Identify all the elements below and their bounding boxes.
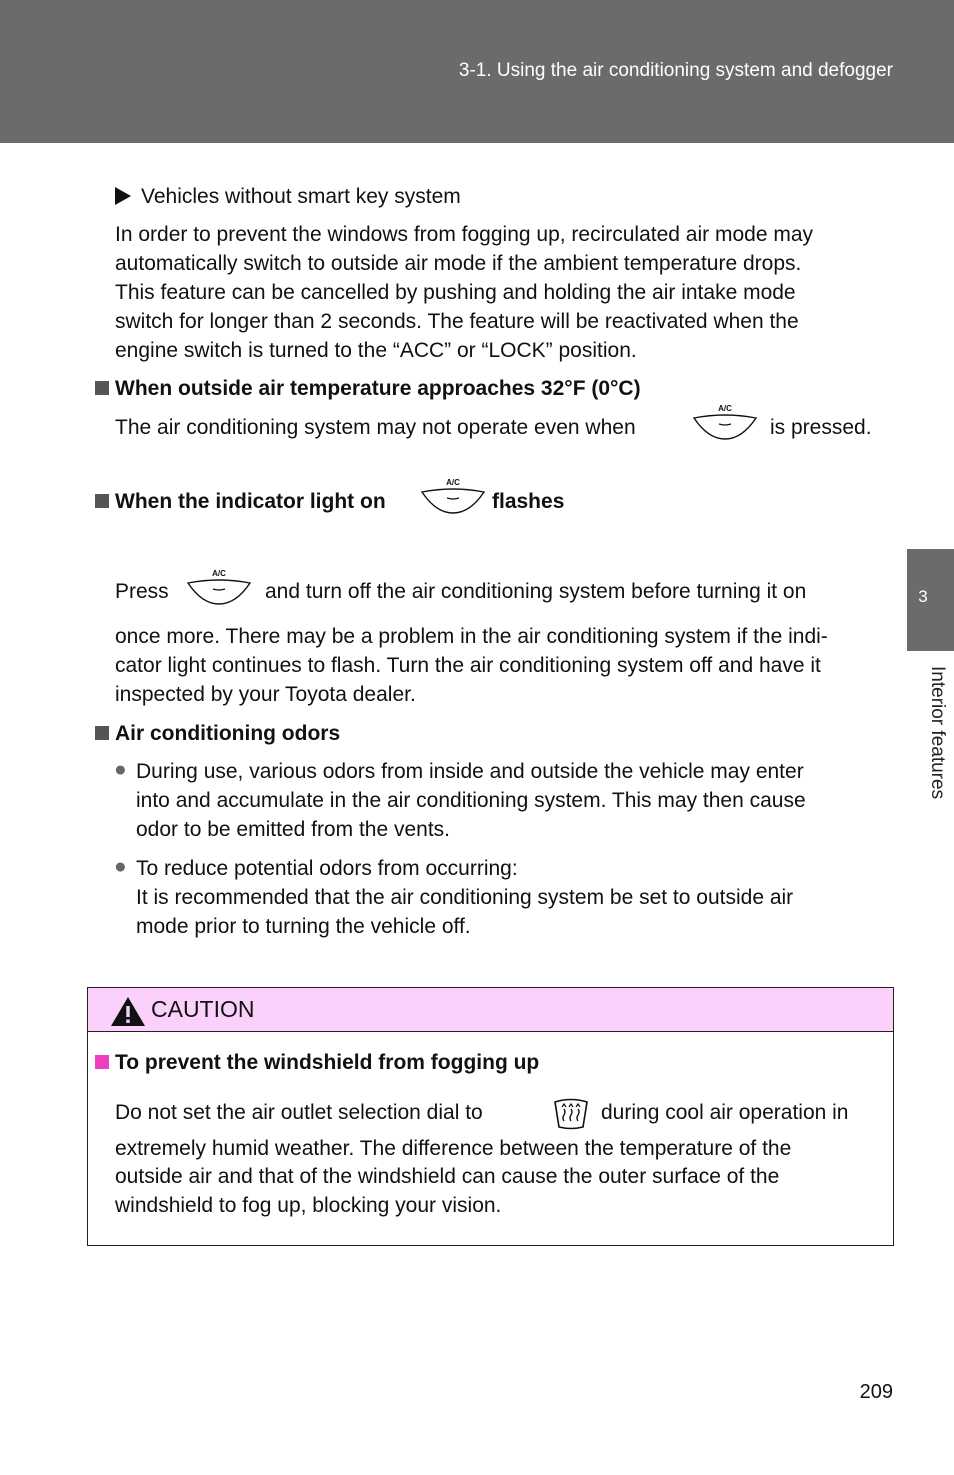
indicator-line: cator light continues to flash. Turn the air conditioning system off and have it [115,654,821,677]
indicator-heading-before: When the indicator light on [115,490,386,513]
caution-line: windshield to fog up, blocking your vision. [115,1194,502,1217]
caution-heading: To prevent the windshield from fogging up [115,1051,540,1074]
odor-bullet1-line: into and accumulate in the air conditioning system. This may then cause [136,789,806,812]
odor-bullet1-line: odor to be emitted from the vents. [136,818,450,841]
arrow-icon [115,187,131,205]
page-header [0,0,954,143]
heading-square-icon [95,494,109,508]
chapter-label: Interior features [927,666,948,800]
indicator-heading-after: flashes [492,490,565,513]
heading-square-icon [95,726,109,740]
odor-bullet2-line: mode prior to turning the vehicle off. [136,915,471,938]
smart-key-line: switch for longer than 2 seconds. The feature will be reactivated when the [115,310,799,333]
caution-line: outside air and that of the windshield can cause the outer surface of the [115,1165,780,1188]
section-title: 3-1. Using the air conditioning system and defogger [458,60,893,81]
warning-triangle-icon [109,995,147,1028]
temp-text-after: is pressed. [770,416,872,439]
smart-key-line: This feature can be cancelled by pushing and holding the air intake mode [115,281,796,304]
smart-key-heading: Vehicles without smart key system [141,185,461,208]
indicator-heading-before-row [95,487,386,516]
ac-label: A/C [718,404,732,413]
heading-square-icon [95,381,109,395]
ac-label: A/C [446,478,460,487]
smart-key-line: engine switch is turned to the “ACC” or “LOCK” position. [115,339,637,362]
indicator-line: once more. There may be a problem in the air conditioning system if the indi- [115,625,828,648]
temp-heading-row [95,374,641,403]
bullet-icon: ● [114,855,127,878]
ac-button-icon [186,568,252,612]
heading-square-icon [95,1055,109,1069]
ac-button-icon [420,477,486,521]
caution-line: extremely humid weather. The difference between the temperature of the [115,1137,792,1160]
ac-button-icon [692,403,758,447]
smart-key-line: automatically switch to outside air mode if the ambient temperature drops. [115,252,802,275]
caution-title: CAUTION [151,996,255,1022]
press-word: Press [115,580,169,603]
caution-first-after: during cool air operation in [601,1101,849,1124]
odors-heading: Air conditioning odors [115,722,341,745]
smart-key-line: In order to prevent the windows from fogging up, recirculated air mode may [115,223,814,246]
odors-heading-row [95,719,340,748]
press-rest: and turn off the air conditioning system before turning it on [265,580,807,603]
odor-bullet2-line: It is recommended that the air conditioning system be set to outside air [136,886,794,909]
caution-header [88,988,893,1032]
caution-heading-row [95,1048,539,1077]
ac-label: A/C [212,569,226,578]
indicator-line: inspected by your Toyota dealer. [115,683,416,706]
temp-text-before: The air conditioning system may not operate even when [115,416,636,439]
smart-key-heading-row [115,182,461,211]
windshield-defog-icon [552,1097,590,1131]
bullet-icon: ● [114,758,127,781]
page-number: 209 [859,1381,893,1403]
temp-heading: When outside air temperature approaches 32°F (0°C) [115,377,641,400]
chapter-tab [907,549,954,651]
odor-bullet1-line: During use, various odors from inside and outside the vehicle may enter [136,760,804,783]
caution-first-before: Do not set the air outlet selection dial to [115,1101,483,1124]
chapter-number: 3 [918,587,928,606]
odor-bullet2-line: To reduce potential odors from occurring: [136,857,518,880]
